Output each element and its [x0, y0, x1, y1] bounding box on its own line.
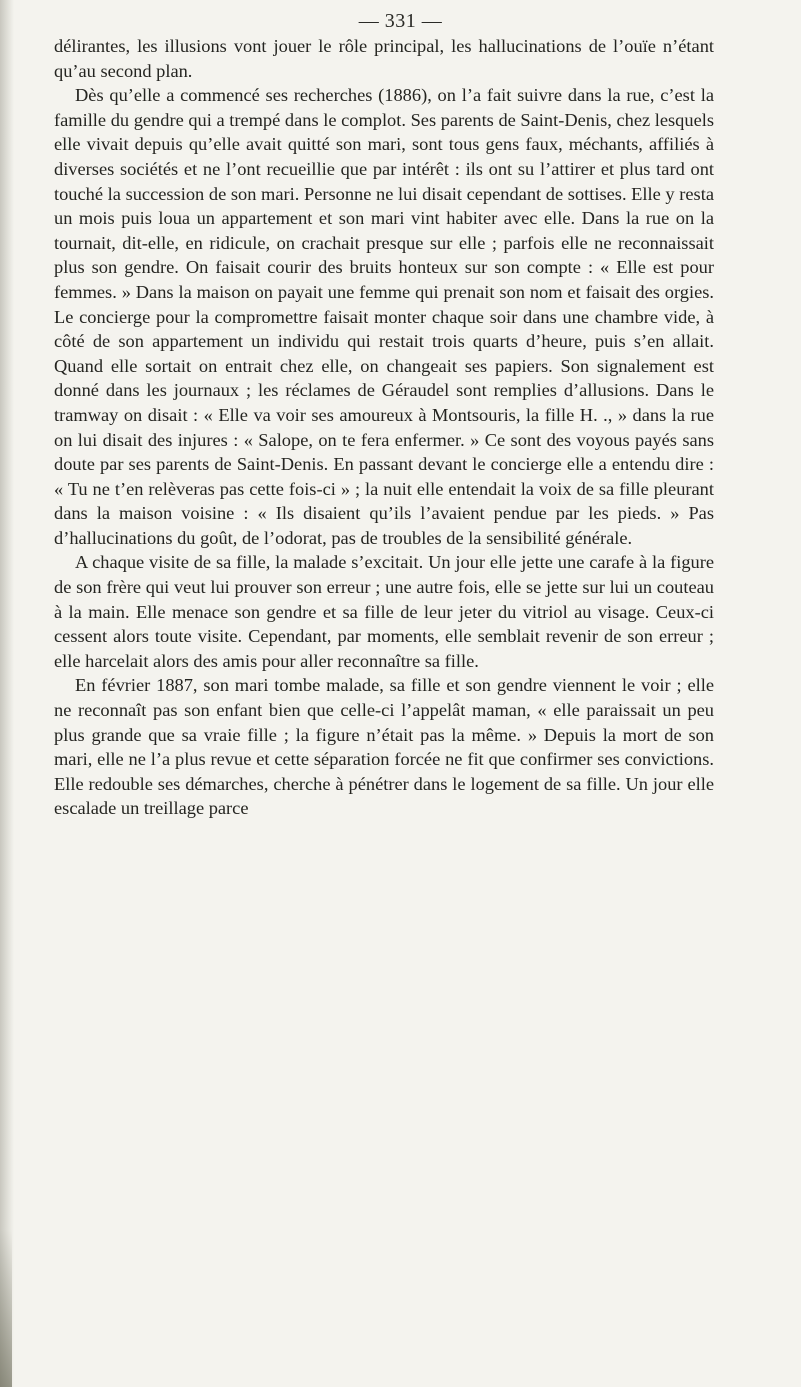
gutter-shadow: [0, 1230, 12, 1387]
page-gutter: [0, 0, 14, 1387]
page-body: [54, 34, 714, 821]
page-number: — 331 —: [358, 10, 443, 32]
paragraph-3: A chaque visite de sa fille, la malade s’excitait. Un jour elle jette une carafe à la figure de son frère qui veut lui prouver son erreur ; une autre fois, elle se jette sur lui un couteau à la main. Elle menace son gendre et sa fille de leur jeter du vitriol au visage. Ceux-ci cessent alors toute visite. Cependant, par moments, elle semblait revenir de son erreur ; elle harcelait alors des amis pour aller reconnaître sa fille.: [54, 552, 714, 671]
paragraph-4: En février 1887, son mari tombe malade, sa fille et son gendre viennent le voir ; elle ne reconnaît pas son enfant bien que celle-ci l’appelât maman, « elle paraissait un peu plus grande que sa vraie fille ; la figure n’était pas la même. » Depuis la mort de son mari, elle ne l’a plus revue et cette séparation forcée ne fit que confirmer ses convictions. Elle redouble ses démarches, cherche à pénétrer dans le logement de sa fille. Un jour elle escalade un treillage parce: [54, 675, 714, 819]
paragraph-1: délirantes, les illusions vont jouer le rôle principal, les hallucinations de l’ouïe n’étant qu’au second plan.: [54, 36, 714, 81]
paragraph-2: Dès qu’elle a commencé ses recherches (1886), on l’a fait suivre dans la rue, c’est la famille du gendre qui a trempé dans le complot. Ses parents de Saint-Denis, chez lesquels elle vivait depuis qu’elle avait quitté son mari, sont tous gens faux, méchants, affiliés à diverses sociétés et ne l’ont recueillie que par intérêt : ils ont su l’attirer et plus tard ont touché la succession de son mari. Personne ne lui disait cependant de sottises. Elle y resta un mois puis loua un appartement et son mari vint habiter avec elle. Dans la rue on la tournait, dit-elle, en ridicule, on crachait presque sur elle ; parfois elle ne reconnaissait plus son gendre. On faisait courir des bruits honteux sur son compte : « Elle est pour femmes. » Dans la maison on payait une femme qui prenait son nom et faisait des orgies. Le concierge pour la compromettre faisait monter chaque soir dans une chambre vide, à côté de son appartement un individu qui restait trois quarts d’heure, puis s’en allait. Quand elle sortait on entrait chez elle, on changeait ses papiers. Son signalement est donné dans les journaux ; les réclames de Géraudel sont remplies d’allusions. Dans le tramway on disait : « Elle va voir ses amoureux à Montsouris, la fille H. ., » dans la rue on lui disait des injures : « Salope, on te fera enfermer. » Ce sont des voyous payés sans doute par ses parents de Saint-Denis. En passant devant le concierge elle a entendu dire : « Tu ne t’en relèveras pas cette fois-ci » ; la nuit elle entendait la voix de sa fille pleurant dans la maison voisine : « Ils disaient qu’ils l’avaient pendue par les pieds. » Pas d’hallucinations du goût, de l’odorat, pas de troubles de la sensibilité générale.: [54, 85, 714, 548]
